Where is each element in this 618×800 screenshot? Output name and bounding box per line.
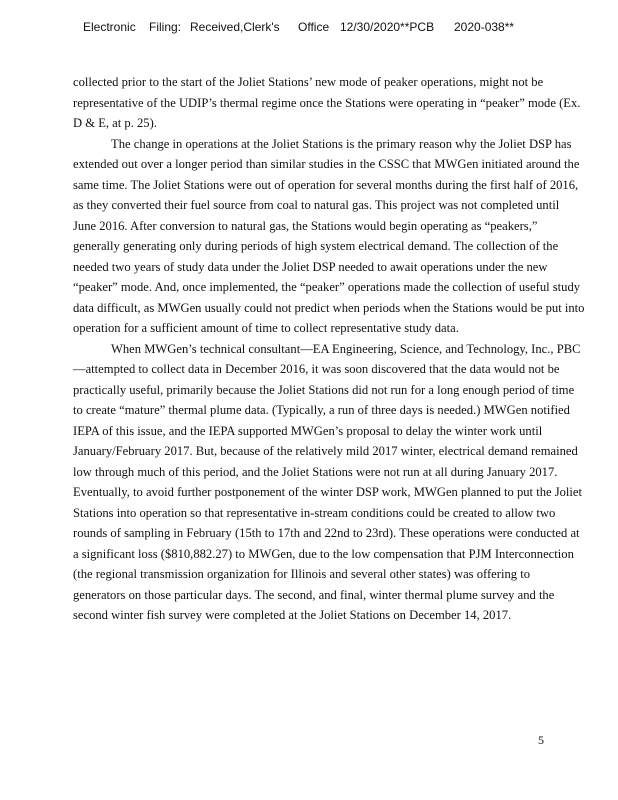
header-electronic: Electronic — [83, 20, 136, 34]
header-office: Office — [298, 20, 330, 34]
document-body — [73, 72, 585, 626]
page-number: 5 — [538, 733, 544, 747]
paragraph-operations-change: The change in operations at the Joliet Stations is the primary reason why the Joliet DSP has extended out over a longer period than similar studies in the CSSC that MWGen initiated around the same time. The Joliet Stations were out of operation for several months during the first half of 2016, as they converted their fuel source from coal to natural gas. This project was not completed until June 2016. After conversion to natural gas, the Stations would begin operating as “peakers,” generally generating only during periods of high system electrical demand. The collection of the needed two years of study data under the Joliet DSP needed to await operations under the new “peaker” mode. And, once implemented, the “peaker” operations made the collection of useful study data difficult, as MWGen usually could not predict when periods when the Stations would be put into operation for a sufficient amount of time to collect representative study data. — [73, 136, 585, 335]
paragraph-data-collection: When MWGen’s technical consultant—EA Engineering, Science, and Technology, Inc., PBC—attempted to collect data in December 2016, it was soon discovered that the data would not be practically useful, primarily because the Joliet Stations did not run for a long enough period of time to create “mature” thermal plume data. (Typically, a run of three days is needed.) MWGen notified IEPA of this issue, and the IEPA supported MWGen’s proposal to delay the winter work until January/February 2017. But, because of the relatively mild 2017 winter, electrical demand remained low through much of this period, and the Joliet Stations were not run at all during January 2017. Eventually, to avoid further postponement of the winter DSP work, MWGen planned to put the Joliet Stations into operation so that representative in-stream conditions could be created to allow two rounds of sampling in February (15th to 17th and 22nd to 23rd). These operations were conducted at a significant loss ($810,882.27) to MWGen, due to the low compensation that PJM Interconnection (the regional transmission organization for Illinois and several other states) was offering to generators on those particular days. The second, and final, winter thermal plume survey and the second winter fish survey were completed at the Joliet Stations on December 14, 2017. — [73, 341, 583, 622]
header-filing: Filing: — [149, 20, 182, 34]
header-received: Received,Clerk's — [190, 20, 280, 34]
header-docket: 2020-038** — [454, 20, 515, 34]
paragraph-continued: collected prior to the start of the Joliet Stations’ new mode of peaker operations, might not be representative of the UDIP’s thermal regime once the Stations were operating in “peaker” mode (Ex. D & E, at p. 25). — [73, 75, 581, 130]
header-date: 12/30/2020**PCB — [340, 20, 435, 34]
